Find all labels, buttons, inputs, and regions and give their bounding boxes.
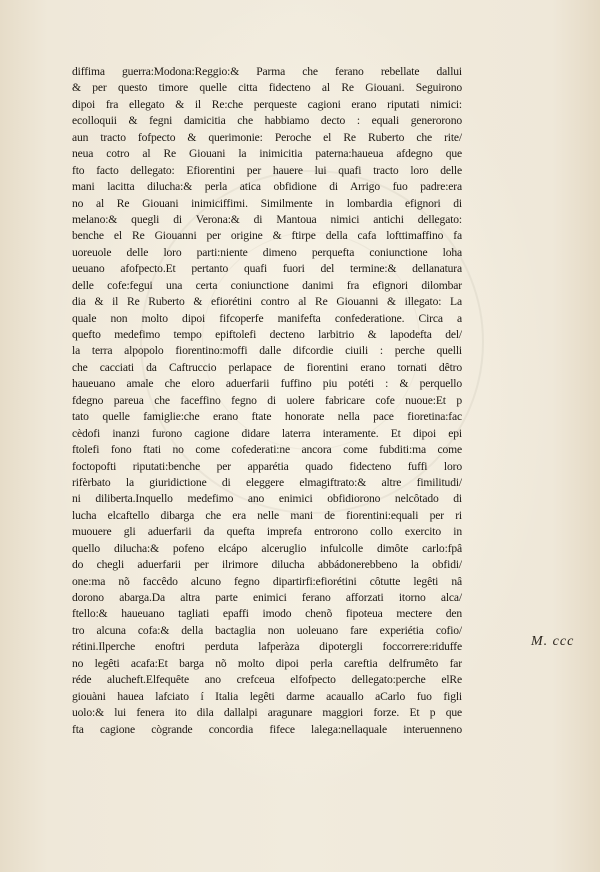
text-line: uoreuole delle loro parti:niente dimeno perquefta coniunctione loha bbox=[72, 245, 462, 259]
text-line: ni diliberta.Inquello medefimo ano enimici obfidiorono nelcôtado di bbox=[72, 492, 462, 506]
text-line: fto facto dellegato: Efiorentini per hauere lui quafi tracto loro delle bbox=[72, 163, 462, 177]
text-line: fta cagione cògrande concordia fifece lalega:nellaquale interuenneno bbox=[72, 722, 462, 736]
text-column bbox=[72, 64, 462, 738]
text-line: haueuano amale che eloro aduerfarii fuffino piu potéti : & perquello bbox=[72, 377, 462, 391]
text-line: che cacciati da Caftruccio perlapace de fiorentini erano tornati dêtro bbox=[72, 360, 462, 374]
text-line: rifèrbato la giuridictione di eleggere elmagiftrato:& altre fimilitudi/ bbox=[72, 475, 462, 489]
text-line: muouere gli aduerfarii da quefta imprefa entrorono collo exercito in bbox=[72, 525, 462, 539]
text-line: diffima guerra:Modona:Reggio:& Parma che ferano rebellate dallui bbox=[72, 65, 462, 78]
text-line: quello dilucha:& pofeno elcápo alceruglio infulcolle dimôte carlo:fpâ bbox=[72, 541, 462, 555]
text-line: foctopofti riputati:benche per apparétia quado fidecteno fuffi loro bbox=[72, 459, 462, 473]
text-line: one:ma nõ faccêdo alcuno fegno dipartirfi:efiorétini côtutte legêti nâ bbox=[72, 574, 462, 588]
margin-annotation: M. ccc bbox=[531, 634, 575, 649]
text-line: tro alcuna cofa:& della bactaglia non uoleuano fare experiétia cofio/ bbox=[72, 623, 462, 637]
text-line: lucha elcaftello dibarga che era nelle mani de fiorentini:equali per ri bbox=[72, 508, 462, 522]
text-line: benche el Re Giouanni per origine & ftirpe della cafa lofttimaffino fa bbox=[72, 229, 462, 243]
text-line: dipoi fra ellegato & il Re:che perqueste cagioni erano riputati nimici: bbox=[72, 97, 462, 111]
text-line: mani lacitta dilucha:& perla atica obfidione di Arrigo fuo padre:era bbox=[72, 180, 462, 194]
text-line: do chegli aduerfarii per ilrimore dilucha abbádonerebbeno la obfidi/ bbox=[72, 558, 462, 572]
text-line: & per questo timore quelle citta fidecteno al Re Giouani. Seguirono bbox=[72, 81, 462, 95]
text-line: dia & il Re Ruberto & efiorétini contro al Re Giouanni & illegato: La bbox=[72, 295, 462, 309]
text-line: fdegno pareua che faceffino fegno di uolere fabricare cofe nuoue:Et p bbox=[72, 393, 462, 407]
text-line: delle cofe:fegui una certa coniunctione danimi fra efignori dilombar bbox=[72, 278, 462, 292]
text-line: neua cotro al Re Giouani la inimicitia paterna:haueua afdegno que bbox=[72, 147, 462, 161]
text-line: uolo:& lui fenera ito dila dallalpi aragunare maggiori forze. Et p que bbox=[72, 706, 462, 720]
text-line: cèdofi inanzi furono cagione didare laterra interamente. Et dipoi epi bbox=[72, 426, 462, 440]
text-line: giouàni hauea lafciato í Italia legêti darme acauallo aCarlo fuo figli bbox=[72, 689, 462, 703]
text-line: no legêti acafa:Et barga nõ molto dipoi perla careftia delfrumêto far bbox=[72, 656, 462, 670]
text-line: melano:& quegli di Verona:& di Mantoua nimici antichi dellegato: bbox=[72, 212, 462, 226]
text-line: tato quelle famiglie:che erano ftate honorate nella pace fioretina:fac bbox=[72, 410, 462, 424]
text-line: quale non molto dipoi fifcoperfe manifefta confederatione. Circa a bbox=[72, 311, 462, 325]
text-line: no al Re Giouani inimiciffimi. Similmente in lombardia efignori di bbox=[72, 196, 462, 210]
text-line: réde alucheft.Elfequête ano crefceua elfofpecto dellegato:perche elRe bbox=[72, 673, 462, 687]
text-line: ecolloquii & fegni damicitia che habbiamo decto : equali generorono bbox=[72, 114, 462, 128]
text-line: quefto medefimo tempo epiftolefi decteno larbitrio & lapodefta del/ bbox=[72, 328, 462, 341]
text-line: ftolefi fono ftati no come cofederati:ne ancora come fubditi:ma come bbox=[72, 443, 462, 457]
text-line: dorono abarga.Da altra parte enimici ferano afforzati itorno alca/ bbox=[72, 591, 462, 604]
text-line: aun tracto fofpecto & querimonie: Peroche el Re Ruberto che rite/ bbox=[72, 130, 462, 144]
text-line: ftello:& haueuano tagliati epaffi imodo chenõ fipoteua mectere den bbox=[72, 607, 462, 621]
text-line: la terra alpopolo fiorentino:moffi dalle difcordie ciuili : perche quelli bbox=[72, 344, 462, 358]
text-line: rétini.Ilperche enoftri perduta lafperàza dipotergli foccorrere:riduffe bbox=[72, 640, 462, 654]
text-line: ueuano afofpecto.Et pertanto quafi fuori del termine:& dellanatura bbox=[72, 262, 462, 276]
